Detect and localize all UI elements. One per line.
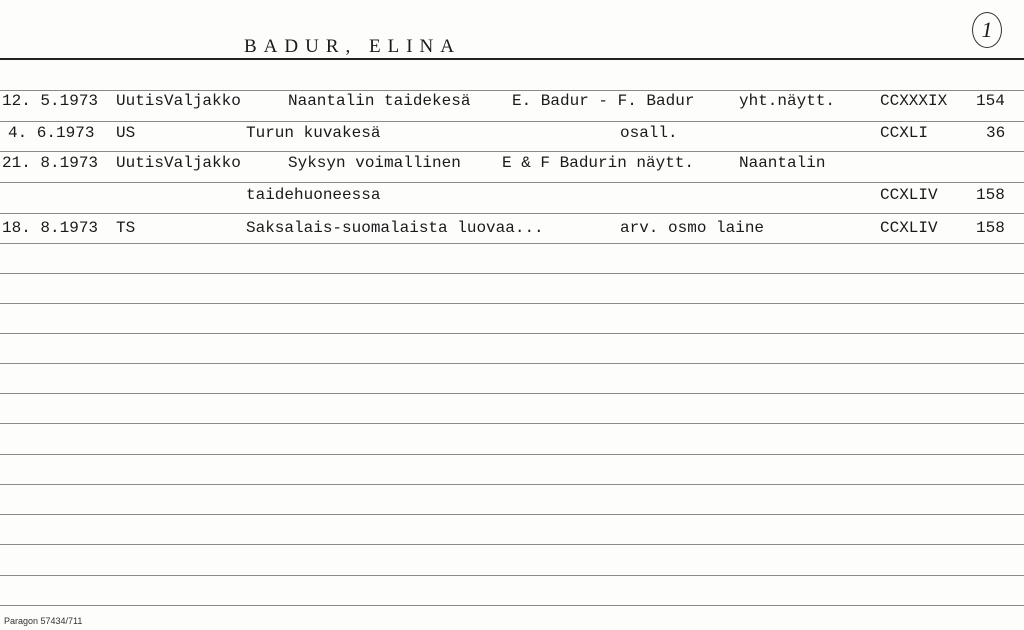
ruled-line xyxy=(0,243,1024,244)
row3-date: 21. 8.1973 xyxy=(2,154,99,172)
row1-date: 12. 5.1973 xyxy=(2,92,99,110)
row5-date: 18. 8.1973 xyxy=(2,219,99,237)
row2-note: osall. xyxy=(620,124,678,142)
row1-number: 154 xyxy=(976,92,1005,110)
row1-detail: E. Badur - F. Badur xyxy=(512,92,695,110)
footer-print-code: Paragon 57434/711 xyxy=(4,616,83,626)
ruled-line xyxy=(0,393,1024,394)
row5-volume: CCXLIV xyxy=(880,219,938,237)
row3-paper: UutisValjakko xyxy=(116,154,241,172)
ruled-line xyxy=(0,363,1024,364)
ruled-line xyxy=(0,423,1024,424)
header-rule xyxy=(0,58,1024,60)
row2-subject: Turun kuvakesä xyxy=(246,124,381,142)
row4-number: 158 xyxy=(976,186,1005,204)
row1-volume: CCXXXIX xyxy=(880,92,948,110)
ruled-line xyxy=(0,484,1024,485)
row4-continuation: taidehuoneessa xyxy=(246,186,381,204)
ruled-line xyxy=(0,151,1024,152)
row3-subject: Syksyn voimallinen xyxy=(288,154,461,172)
row1-note: yht.näytt. xyxy=(739,92,836,110)
ruled-line xyxy=(0,90,1024,91)
row5-number: 158 xyxy=(976,219,1005,237)
row2-paper: US xyxy=(116,124,136,142)
row5-subject: Saksalais-suomalaista luovaa... xyxy=(246,219,544,237)
row1-paper: UutisValjakko xyxy=(116,92,241,110)
row5-note: arv. osmo laine xyxy=(620,219,765,237)
ruled-line xyxy=(0,605,1024,606)
ruled-line xyxy=(0,575,1024,576)
row5-paper: TS xyxy=(116,219,136,237)
row2-number: 36 xyxy=(986,124,1006,142)
ruled-line xyxy=(0,121,1024,122)
row4-volume: CCXLIV xyxy=(880,186,938,204)
ruled-line xyxy=(0,514,1024,515)
row2-volume: CCXLI xyxy=(880,124,929,142)
row3-note: Naantalin xyxy=(739,154,826,172)
row2-date: 4. 6.1973 xyxy=(8,124,95,142)
card-number-circle: 1 xyxy=(972,12,1002,48)
row3-detail: E & F Badurin näytt. xyxy=(502,154,695,172)
ruled-line xyxy=(0,454,1024,455)
row1-subject: Naantalin taidekesä xyxy=(288,92,471,110)
ruled-line xyxy=(0,333,1024,334)
ruled-line xyxy=(0,213,1024,214)
ruled-line xyxy=(0,273,1024,274)
ruled-line xyxy=(0,182,1024,183)
ruled-line xyxy=(0,544,1024,545)
card-title: BADUR, ELINA xyxy=(244,36,461,57)
ruled-line xyxy=(0,303,1024,304)
